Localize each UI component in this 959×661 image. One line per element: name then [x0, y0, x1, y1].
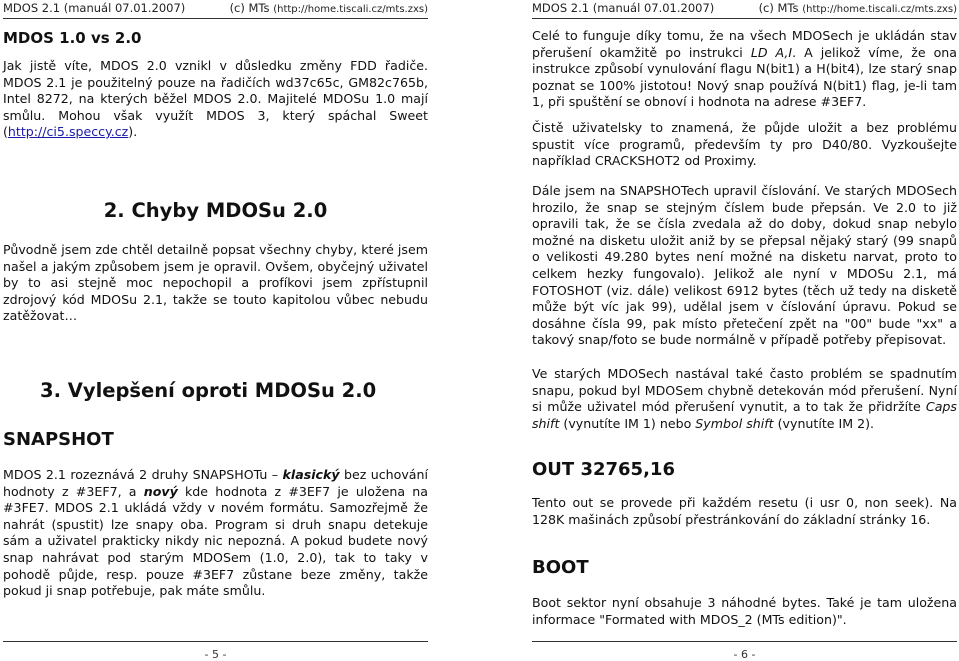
paragraph: [532, 120, 957, 170]
emphasis-text: Caps shift: [532, 399, 957, 431]
page-header: [532, 0, 957, 16]
text: Ve starých MDOSech nastával také často problém se spadnutím snapu, pokud byl MDOSem chybně detekován mód přerušení. Nyní si může uživatel mód přerušení vynutit, a to tak že přidržíte: [532, 366, 957, 415]
header-title: MDOS 2.1 (manuál 07.01.2007): [3, 1, 186, 15]
text: . A jelikož víme, že ona instrukce způsobí vynulování flagu N(bit1) a H(bit4), lze starý snap poznat se 100% jistotou! Nový snap používá N(bit1) flag, je-li tam 1, při spuštění se obnoví i hodnota na adrese #3EF7.: [532, 44, 957, 110]
text: Jak jistě víte, MDOS 2.0 vznikl v důsledku změny FDD řadiče. MDOS 2.1 je použitelný pouze na řadičích wd37c65c, GM82c765b, Intel 8272, na kterých běžel MDOS 2.0. Majitelé MDOSu 1.0 mají smůlu. Mohou však využít MDOS 3, který spáchal Sweet (: [3, 58, 428, 140]
page-header: [3, 0, 428, 16]
link[interactable]: http://ci5.speccy.cz: [7, 124, 129, 140]
heading-vylepseni: 3. Vylepšení oproti MDOSu 2.0: [40, 379, 377, 402]
text: Dále jsem na SNAPSHOTech upravil číslování. Ve starých MDOSech hrozilo, že snap se stejným číslem bude přepsán. Ve 2.0 to již opravili tak, že se čísla zvedala až do doby, dokud snap nebylo možné na disketu uložit aniž by se přepsal nějaký starý (99 snapů o velikosti 49.280 bytes není možné na disketu narvat, proto to celkem hezky fungovalo). Jelikož ale nyní v MDOSu 2.1, má FOTOSHOT (viz. dále) velikost 6912 bytes (těch už tedy na disketě může být víc jak 99), udělal jsem v číslování úpravu. Pokud se dosáhne čísla 99, pak místo přetečení zpět na "00" bude "xx" a takový snap/foto se bude normálně v případě potřeby přepisovat.: [532, 183, 957, 348]
paragraph: [532, 366, 957, 432]
header-rule: [532, 18, 957, 19]
emphasis-text: Symbol shift: [695, 415, 774, 431]
header-copyright: (c) MTs (http://home.tiscali.cz/mts.zxs): [758, 1, 957, 15]
emphasis-text: nový: [143, 483, 178, 499]
heading-snapshot: SNAPSHOT: [3, 429, 114, 450]
header-rule: [3, 18, 428, 19]
page-5: [3, 0, 428, 659]
text: Celé to funguje díky tomu, že na všech MDOSech je ukládán stav přerušení okamžitě po instrukci: [532, 28, 957, 60]
heading-mdos-vs: MDOS 1.0 vs 2.0: [3, 29, 142, 47]
header-copyright: (c) MTs (http://home.tiscali.cz/mts.zxs): [229, 1, 428, 15]
footer-rule: [3, 641, 428, 642]
page-number: - 6 -: [733, 648, 756, 661]
page-6: [532, 0, 957, 659]
paragraph: [3, 467, 428, 600]
emphasis-text: LD A,I: [750, 44, 793, 60]
text: (vynutíte IM 2).: [773, 415, 875, 431]
heading-boot: BOOT: [532, 557, 589, 578]
paragraph: [532, 595, 957, 628]
text: (vynutíte IM 1) nebo: [559, 415, 696, 431]
paragraph: [532, 183, 957, 349]
heading-out: OUT 32765,16: [532, 459, 675, 480]
heading-chyby: 2. Chyby MDOSu 2.0: [103, 199, 328, 222]
text: Původně jsem zde chtěl detailně popsat všechny chyby, které jsem našel a jakým způsobem jsem je opravil. Ovšem, obyčejný uživatel by to asi stejně moc nepochopil a profíkovi jsem zpřístupnil zdrojový kód MDOSu 2.1, takže se touto kapitolou vůbec nebudu zatěžovat…: [3, 242, 428, 324]
emphasis-text: klasický: [282, 467, 340, 482]
paragraph: [3, 58, 428, 141]
paragraph: [532, 28, 957, 111]
paragraph: [3, 242, 428, 325]
text: MDOS 2.1 rozeznává 2 druhy SNAPSHOTu –: [3, 467, 283, 482]
page-number: - 5 -: [204, 648, 227, 661]
footer-rule: [532, 641, 957, 642]
text: bez uchování hodnoty z #3EF7, a: [3, 467, 429, 499]
text: Tento out se provede při každém resetu (i usr 0, non seek). Na 128K mašinách způsobí přestránkování do základní stránky 16.: [532, 495, 957, 527]
text: ).: [128, 124, 138, 140]
text: kde hodnota z #3EF7 je uložena na #3FE7. MDOS 2.1 ukládá vždy v novém formátu. Samozřejmě že nahrát (spustit) lze snapy oba. Program si druh snapu detekuje sám a uživatel prakticky nikdy nic nepozná. A pokud budete nový snap nahrávat pod starým MDOSem (1.0, 2.0), tak to taky v pohodě půjde, resp. pouze #3EF7 zůstane beze změny, takže pokud ji snap potřebuje, pak máte smůlu.: [3, 483, 428, 599]
text: Boot sektor nyní obsahuje 3 náhodné bytes. Také je tam uložena informace "Formated with MDOS_2 (MTs edition)".: [532, 595, 957, 627]
paragraph: [532, 495, 957, 528]
header-title: MDOS 2.1 (manuál 07.01.2007): [532, 1, 715, 15]
text: Čistě uživatelsky to znamená, že půjde uložit a bez problému spustit více programů, především ty pro D40/80. Vyzkoušejte například CRACKSHOT2 od Proximy.: [532, 120, 957, 169]
